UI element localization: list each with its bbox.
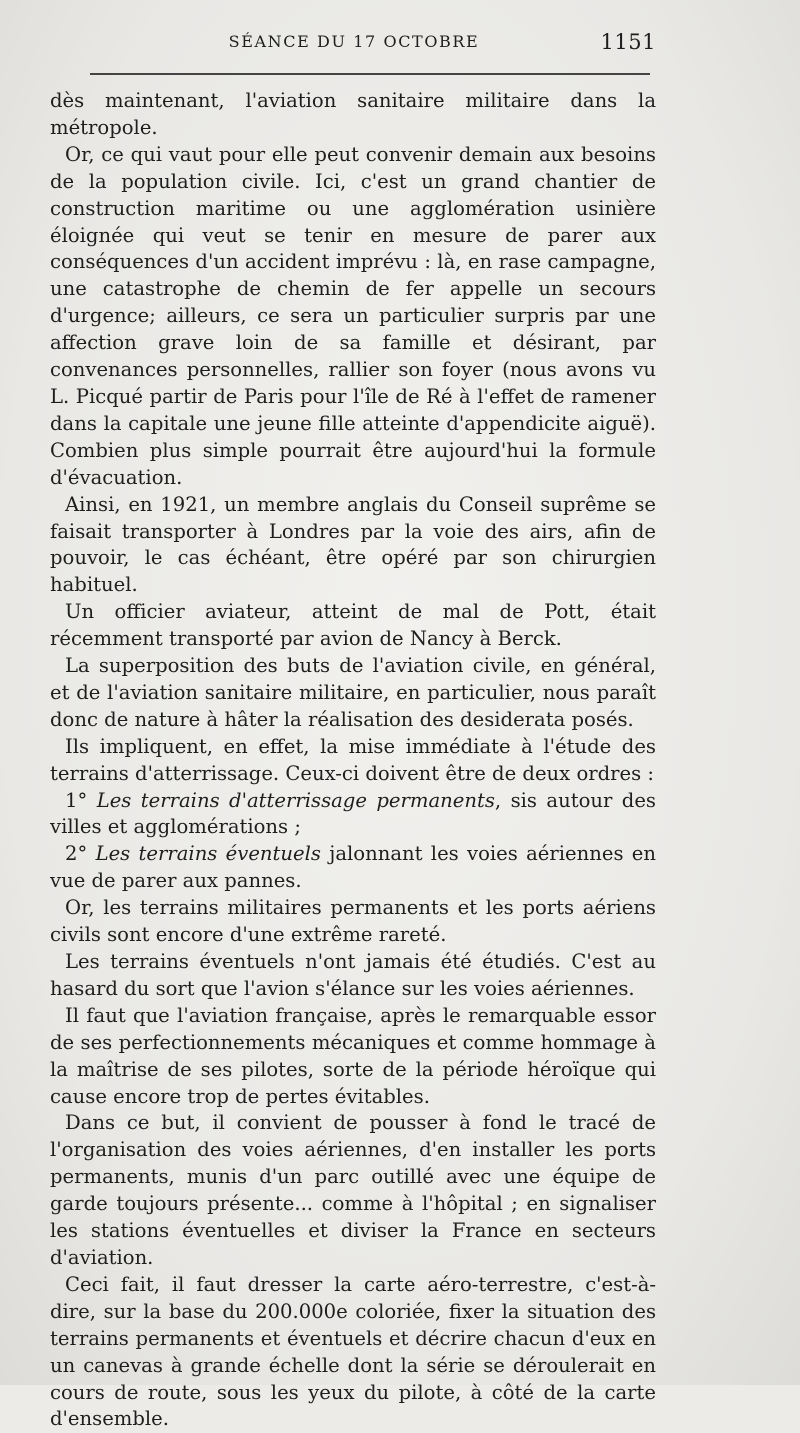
- running-header: [52, 30, 656, 58]
- list-item-text: jalonnant les voies aériennes en vue de parer aux pannes.: [50, 842, 657, 893]
- paragraph-9: [50, 895, 656, 949]
- list-marker: 1°: [65, 788, 97, 812]
- running-title: SÉANCE DU 17 OCTOBRE: [228, 32, 480, 51]
- paragraph-12: [50, 1110, 656, 1271]
- header-rule: [90, 73, 650, 75]
- paragraph-text: Il faut que l'aviation française, après le remarquable essor de ses perfectionnements mécaniques et comme hommage à la maîtrise de ses pilotes, sorte de la période héroïque qui cause encore trop de pertes évitables.: [50, 1003, 656, 1108]
- paragraph-text: Ainsi, en 1921, un membre anglais du Conseil suprême se faisait transporter à Londres par la voie des airs, afin de pouvoir, le cas échéant, être opéré par son chirurgien habituel.: [50, 492, 656, 597]
- paragraph-2: [50, 142, 656, 492]
- list-item-italic: Les terrains d'atterrissage permanents: [96, 788, 495, 812]
- list-item-1: [50, 788, 656, 842]
- paragraph-text: Or, les terrains militaires permanents et les ports aériens civils sont encore d'une extrême rareté.: [50, 896, 656, 947]
- paragraph-1: [50, 88, 656, 142]
- body-text: [50, 88, 656, 1433]
- paragraph-3: [50, 492, 656, 600]
- paragraph-5: [50, 653, 656, 734]
- paragraph-text: Dans ce but, il convient de pousser à fond le tracé de l'organisation des voies aériennes, d'en installer les ports permanents, munis d'un parc outillé avec une équipe de garde toujours présente... comme à l'hôpital ; en signaliser les stations éventuelles et diviser la France en secteurs d'aviation.: [50, 1111, 656, 1269]
- paragraph-text: dès maintenant, l'aviation sanitaire militaire dans la métropole.: [50, 89, 656, 139]
- paragraph-4: [50, 599, 656, 653]
- paragraph-text: Ils impliquent, en effet, la mise immédiate à l'étude des terrains d'atterrissage. Ceux-ci doivent être de deux ordres :: [50, 734, 656, 785]
- paragraph-text: Un officier aviateur, atteint de mal de Pott, était récemment transporté par avion de Nancy à Berck.: [50, 600, 656, 651]
- paragraph-text: La superposition des buts de l'aviation civile, en général, et de l'aviation sanitaire militaire, en particulier, nous paraît donc de nature à hâter la réalisation des desiderata posés.: [50, 654, 656, 731]
- paragraph-text: Ceci fait, il faut dresser la carte aéro-terrestre, c'est-à-dire, sur la base du 200.000e coloriée, fixer la situation des terrains permanents et éventuels et décrire chacun d'eux en un canevas à grande échelle dont la série se déroulerait en cours de route, sous les yeux du pilote, à côté de la carte d'ensemble.: [50, 1272, 656, 1431]
- paragraph-10: [50, 949, 656, 1003]
- paragraph-11: [50, 1003, 656, 1111]
- list-item-2: [50, 841, 656, 895]
- page-number: 1151: [600, 30, 656, 54]
- paragraph-text: Or, ce qui vaut pour elle peut convenir demain aux besoins de la population civile. Ici, c'est un grand chantier de construction maritime ou une agglomération usinière éloignée qui veut se tenir en mesure de parer aux conséquences d'un accident imprévu : là, en rase campagne, une catastrophe de chemin de fer appelle un secours d'urgence; ailleurs, ce sera un particulier surpris par une affection grave loin de sa famille et désirant, par convenances personnelles, rallier son foyer (nous avons vu L. Picqué partir de Paris pour l'île de Ré à l'effet de ramener dans la capitale une jeune fille atteinte d'appendicite aiguë). Combien plus simple pourrait être aujourd'hui la formule d'évacuation.: [50, 142, 656, 489]
- paragraph-text: Les terrains éventuels n'ont jamais été étudiés. C'est au hasard du sort que l'avion s'élance sur les voies aériennes.: [50, 950, 656, 1000]
- list-marker: 2°: [65, 842, 96, 866]
- list-item-text: , sis autour des villes et agglomérations ;: [50, 788, 656, 839]
- list-item-italic: Les terrains éventuels: [95, 842, 321, 866]
- paragraph-13: [50, 1272, 656, 1433]
- paragraph-6: [50, 734, 656, 788]
